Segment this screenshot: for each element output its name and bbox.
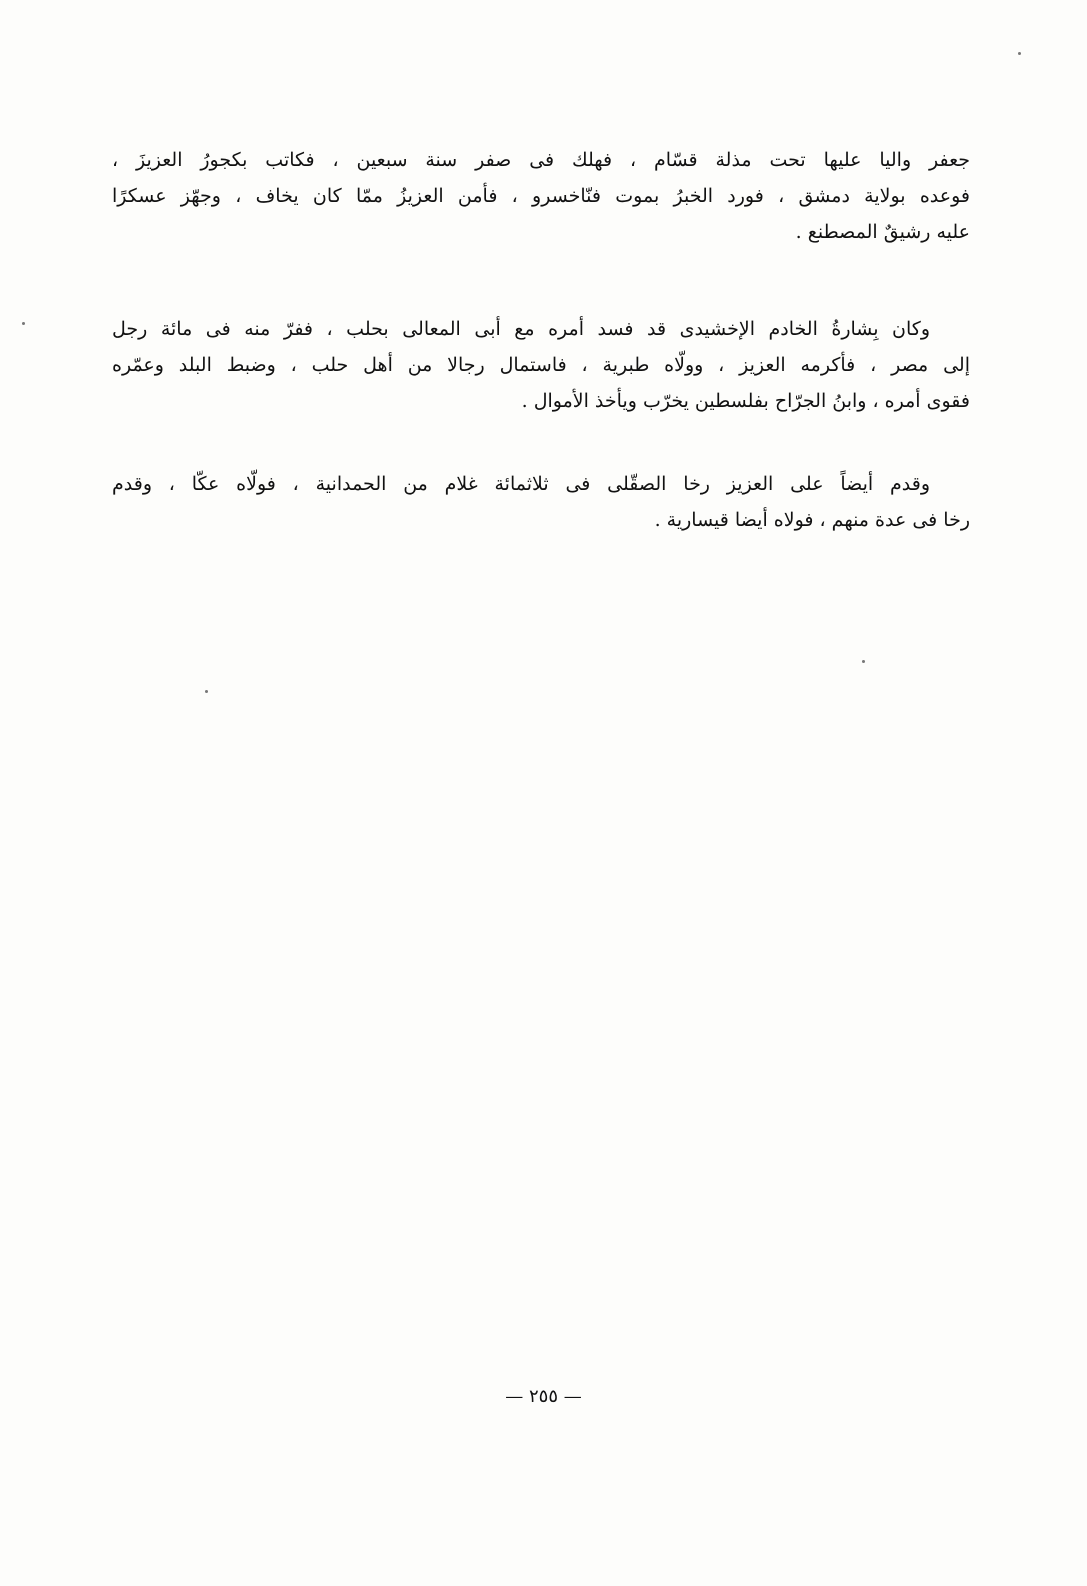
paragraph-3 [112,466,970,538]
page-number: — ٢٥٥ — [505,1386,582,1407]
scan-speck [22,322,25,325]
text-line: فقوى أمره ، وابنُ الجرّاح بفلسطين يخرّب ويأخذ الأموال . [521,390,970,412]
scan-speck [1018,52,1021,55]
text-line: عليه رشيقٌ المصطنع . [795,221,970,243]
paragraph-2 [112,311,970,419]
text-line: رخا فى عدة منهم ، فولاه أيضا قيسارية . [654,509,970,531]
scan-speck [205,690,208,693]
text-line: وقدم أيضاً على العزيز رخا الصقّلى فى ثلاثمائة غلام من الحمدانية ، فولّاه عكّا ، وقدم [112,473,930,495]
text-line: إلى مصر ، فأكرمه العزيز ، وولّاه طبرية ، فاستمال رجالا من أهل حلب ، وضبط البلد وعمّره [112,354,970,376]
paragraph-1 [112,142,970,250]
text-line: فوعده بولاية دمشق ، فورد الخبرُ بموت فنّاخسرو ، فأمن العزيزُ ممّا كان يخاف ، وجهّز عسكرًا [112,185,970,207]
text-line: وكان بِشارةُ الخادم الإخشيدى قد فسد أمره مع أبى المعالى بحلب ، ففرّ منه فى مائة رجل [112,318,930,340]
text-line: جعفر واليا عليها تحت مذلة قسّام ، فهلك فى صفر سنة سبعين ، فكاتب بكجورُ العزيزَ ، [112,149,970,171]
scan-speck [862,660,865,663]
